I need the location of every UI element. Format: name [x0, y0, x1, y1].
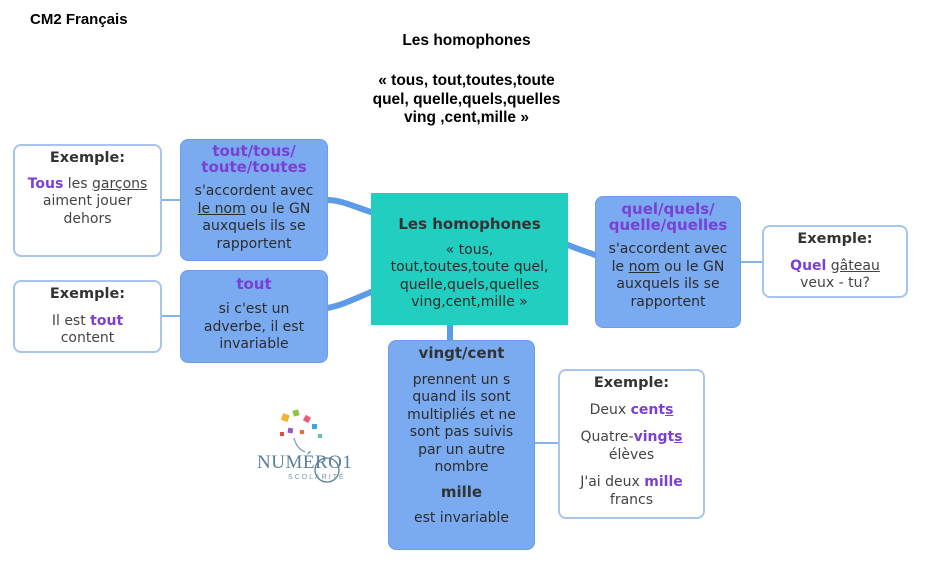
node-title: tout [236, 275, 272, 293]
node-vingt-cent[interactable] [388, 340, 535, 550]
page-title: Les homophones [402, 32, 531, 49]
example-text: Quatre- [580, 429, 634, 445]
example-text: les [63, 175, 92, 192]
node-text: ou le GN [659, 258, 725, 275]
example-tout[interactable] [13, 280, 162, 353]
example-title: Exemple: [593, 375, 670, 391]
connector-center-quel [568, 245, 595, 255]
example-text [560, 402, 703, 420]
example-title: Exemple: [49, 150, 126, 166]
node-tout-tous[interactable] [180, 139, 328, 261]
example-vingt-cent-mille[interactable] [558, 369, 705, 519]
example-text: Il est [51, 312, 91, 329]
node-title: quelle/quelles [608, 216, 728, 234]
node-text: par un autre [418, 441, 505, 458]
center-node-line: ving,cent,mille » [411, 294, 528, 310]
example-highlight-underlined: s [665, 401, 674, 418]
example-quel[interactable] [762, 225, 908, 298]
node-text: si c'est un [218, 301, 290, 317]
example-highlight: Quel [790, 257, 827, 274]
example-text [560, 474, 703, 492]
subtitle-line: ving ,cent,mille » [404, 109, 529, 126]
node-subtitle: mille [440, 482, 483, 501]
example-highlight: mille [644, 474, 683, 490]
example-highlight: vingt [633, 429, 675, 445]
node-text-underlined: le nom [197, 200, 246, 217]
node-text: prennent un s [412, 371, 511, 388]
example-text-underlined: garçons [91, 175, 148, 192]
example-title: Exemple: [49, 286, 126, 302]
center-node-line: tout,toutes,toute quel, [390, 259, 549, 275]
node-text: sont pas suivis [409, 424, 514, 440]
logo-text: NUMÉRO1 [257, 452, 353, 473]
node-title: quel/quels/ [621, 200, 715, 218]
subtitle-line: quel, quelle,quels,quelles [372, 90, 561, 108]
node-text-underlined: nom [628, 258, 660, 275]
node-text: invariable [219, 336, 289, 352]
node-text: le [611, 258, 629, 275]
connector-center-tout-tous [327, 200, 371, 212]
node-text: adverbe, il est [203, 318, 305, 335]
example-text [560, 429, 703, 447]
example-text: Deux [589, 401, 631, 418]
example-text [15, 313, 160, 331]
node-quel[interactable] [595, 196, 741, 328]
example-text: content [60, 330, 115, 346]
node-text: rapportent [630, 293, 706, 310]
example-text: francs [609, 491, 654, 508]
node-text: rapportent [216, 235, 292, 252]
example-highlight: tout [90, 312, 124, 329]
example-highlight: cent [630, 401, 666, 418]
logo-subtext: SCOLARITÉ [288, 474, 346, 481]
example-title: Exemple: [797, 231, 873, 247]
node-title: tout/tous/ [212, 142, 296, 160]
node-text: auxquels ils se [202, 218, 306, 234]
center-node-line: quelle,quels,quelles [399, 276, 540, 293]
example-text: élèves [608, 446, 655, 463]
example-text-underlined: gâteau [830, 257, 880, 274]
node-tout[interactable] [180, 270, 328, 363]
node-text: est invariable [413, 510, 510, 526]
node-text [181, 201, 327, 219]
node-title: toute/toutes [201, 158, 307, 176]
example-highlight: Tous [27, 175, 64, 192]
node-title: vingt/cent [418, 344, 505, 362]
subtitle-line: « tous, tout,toutes,toute [378, 72, 555, 89]
center-node-title: Les homophones [398, 215, 541, 233]
example-text: dehors [63, 210, 112, 227]
node-text [596, 259, 740, 277]
example-text: veux - tu? [800, 275, 870, 291]
class-label: CM2 Français [30, 11, 128, 28]
node-text: auxquels ils se [616, 276, 720, 292]
example-highlight-underlined: s [674, 429, 683, 445]
example-text: J'ai deux [580, 474, 645, 490]
center-node[interactable] [371, 193, 568, 325]
example-tous[interactable] [13, 144, 162, 257]
node-text: multipliés et ne [407, 406, 516, 423]
node-text: nombre [434, 459, 489, 475]
node-text: s'accordent avec [194, 183, 314, 199]
node-text: ou le GN [245, 200, 311, 217]
center-node-line: « tous, [445, 241, 494, 258]
connector-center-tout [327, 292, 371, 308]
example-text [15, 176, 160, 194]
node-text: quand ils sont [412, 389, 511, 405]
node-text: s'accordent avec [608, 241, 728, 257]
example-text [764, 258, 906, 276]
example-text: aiment jouer [42, 193, 133, 209]
